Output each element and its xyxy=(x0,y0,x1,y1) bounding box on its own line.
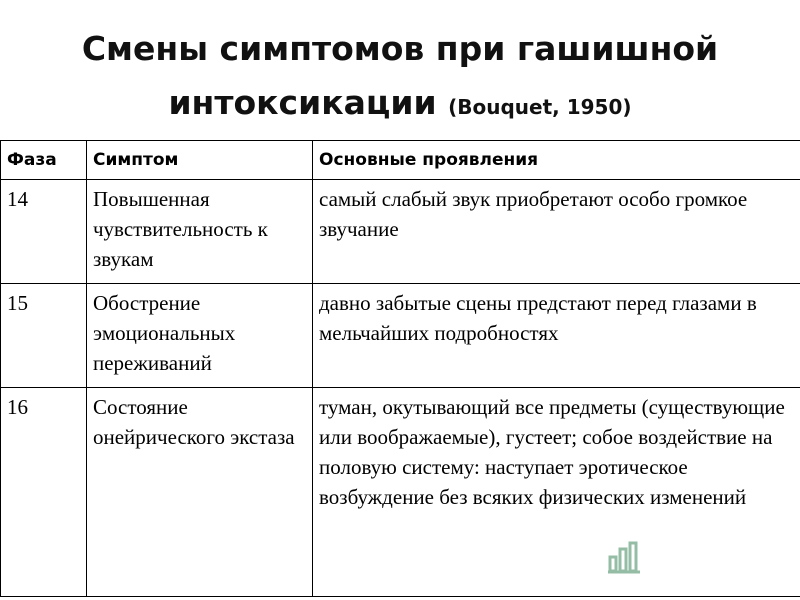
chart-bars-icon xyxy=(606,535,766,575)
cell-manifestation: давно забытые сцены предстают перед глазами в мельчайших подробностях xyxy=(313,284,800,388)
title-line-2-text: интоксикации xyxy=(168,83,437,122)
cell-phase: 16 xyxy=(1,388,87,597)
cell-symptom: Повышенная чувствительность к звукам xyxy=(87,180,313,284)
title-reference: (Bouquet, 1950) xyxy=(448,95,632,119)
header-manifestation: Основные проявления xyxy=(313,141,800,180)
title-line-2 xyxy=(0,76,800,134)
cell-manifestation: самый слабый звук приобретают особо громкое звучание xyxy=(313,180,800,284)
table-header-row xyxy=(1,141,800,180)
header-symptom: Симптом xyxy=(87,141,313,180)
symptom-table xyxy=(0,140,800,597)
table-row xyxy=(1,284,800,388)
cell-manifestation: туман, окутывающий все предметы (существующие или воображаемые), густеет; собое воздействие на половую систему: наступает эротическое возбуждение без всяких физических изменений xyxy=(313,388,800,597)
table-row xyxy=(1,180,800,284)
cell-phase: 15 xyxy=(1,284,87,388)
slide-title xyxy=(0,22,800,134)
header-phase: Фаза xyxy=(1,141,87,180)
cell-symptom: Состояние онейрического экстаза xyxy=(87,388,313,597)
cell-phase: 14 xyxy=(1,180,87,284)
title-line-1: Смены симптомов при гашишной xyxy=(81,29,719,68)
cell-symptom: Обострение эмоциональных переживаний xyxy=(87,284,313,388)
